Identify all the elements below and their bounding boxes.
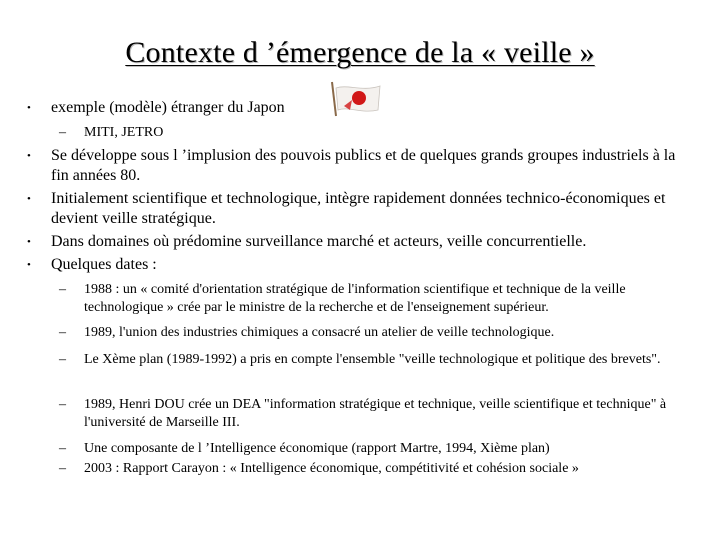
bullet-item [27,232,691,252]
date-item [59,281,696,317]
bullet-marker: • [27,193,31,205]
sub-item [59,124,696,142]
date-item [59,351,696,369]
date-text: 1989, l'union des industries chimiques a consacré un atelier de veille technologique. [84,325,555,340]
bullet-marker: • [27,102,31,114]
date-item [59,396,696,432]
bullet-text: Quelques dates : [51,256,157,273]
dash-marker: – [59,441,66,456]
dash-marker: – [59,325,66,340]
date-item [59,324,696,342]
slide-title: Contexte d ’émergence de la « veille » [125,36,595,69]
bullet-marker: • [27,236,31,248]
bullet-text: exemple (modèle) étranger du Japon [51,99,285,116]
date-item [59,460,696,478]
bullet-item [27,255,691,275]
bullet-text: Initialement scientifique et technologique, intègre rapidement données technico-économiques et devient veille stratégique. [51,190,666,227]
bullet-marker: • [27,150,31,162]
bullet-item [27,146,691,186]
bullet-text: Dans domaines où prédomine surveillance marché et acteurs, veille concurrentielle. [51,233,587,250]
dash-marker: – [59,461,66,476]
dash-marker: – [59,397,66,412]
dash-marker: – [59,352,66,367]
date-text: 2003 : Rapport Carayon : « Intelligence économique, compétitivité et cohésion sociale » [84,461,579,476]
date-item [59,440,696,458]
dash-marker: – [59,282,66,297]
bullet-text: Se développe sous l ’implusion des pouvois publics et de quelques grands groupes industriels à la fin années 80. [51,147,676,184]
date-text: Une composante de l ’Intelligence économique (rapport Martre, 1994, Xième plan) [84,441,550,456]
bullet-item [27,189,691,229]
bullet-marker: • [27,259,31,271]
date-text: 1989, Henri DOU crée un DEA "information stratégique et technique, veille scientifique et technique" à l'université de Marseille III. [84,397,667,430]
dash-marker: – [59,125,66,140]
japan-flag-icon [326,80,384,118]
date-text: Le Xème plan (1989-1992) a pris en compte l'ensemble "veille technologique et politique des brevets". [84,352,661,367]
sub-item-text: MITI, JETRO [84,125,164,140]
date-text: 1988 : un « comité d'orientation stratégique de l'information scientifique et technique de la veille technologique » crée par le ministre de la recherche et de l'enseignement supérieur. [84,282,626,315]
